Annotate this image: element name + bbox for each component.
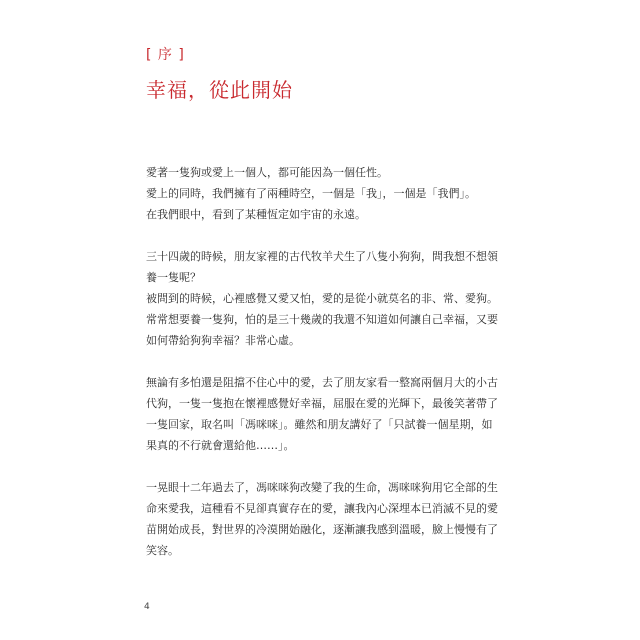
paragraph-line: 如何帶給狗狗幸福？非常心虛。 (146, 334, 300, 347)
paragraph-line: 一隻回家，取名叫「馮咪咪」。雖然和朋友講好了「只試養一個星期，如 (146, 418, 493, 431)
body-text (146, 162, 506, 561)
page-number: 4 (144, 602, 150, 612)
paragraph-line: 被問到的時候，心裡感覺又愛又怕，愛的是從小就莫名的非、常、愛狗。 (146, 292, 498, 305)
paragraph-line: 苗開始成長，對世界的冷漠開始融化，逐漸讓我感到溫暖，臉上慢慢有了 (146, 523, 498, 536)
paragraph-2 (146, 246, 506, 351)
paragraph-line: 愛上的同時，我們擁有了兩種時空，一個是「我」，一個是「我們」。 (146, 187, 476, 200)
paragraph-3 (146, 372, 506, 456)
paragraph-4 (146, 477, 506, 561)
section-label: [ 序 ] (146, 47, 185, 63)
paragraph-line: 愛著一隻狗或愛上一個人，都可能因為一個任性。 (146, 166, 388, 179)
paragraph-line: 一晃眼十二年過去了，馮咪咪狗改變了我的生命，馮咪咪狗用它全部的生 (146, 481, 498, 494)
paragraph-line: 無論有多怕還是阻擋不住心中的愛，去了朋友家看一整窩兩個月大的小古 (146, 376, 498, 389)
paragraph-line: 在我們眼中，看到了某種恆定如宇宙的永遠。 (146, 208, 366, 221)
paragraph-line: 代狗，一隻一隻抱在懷裡感覺好幸福，屈服在愛的光輝下，最後笑著帶了 (146, 397, 498, 410)
paragraph-line: 果真的不行就會還給他……」。 (146, 439, 295, 452)
paragraph-line: 養一隻呢？ (146, 271, 201, 284)
paragraph-line: 命來愛我，這種看不見卻真實存在的愛，讓我內心深埋本已消滅不見的愛 (146, 502, 498, 515)
page-title: 幸福，從此開始 (146, 78, 293, 102)
paragraph-line: 常常想要養一隻狗，怕的是三十幾歲的我還不知道如何讓自己幸福，又要 (146, 313, 498, 326)
paragraph-line: 三十四歲的時候，朋友家裡的古代牧羊犬生了八隻小狗狗，問我想不想領 (146, 250, 498, 263)
paragraph-line: 笑容。 (146, 544, 179, 557)
paragraph-1 (146, 162, 506, 225)
